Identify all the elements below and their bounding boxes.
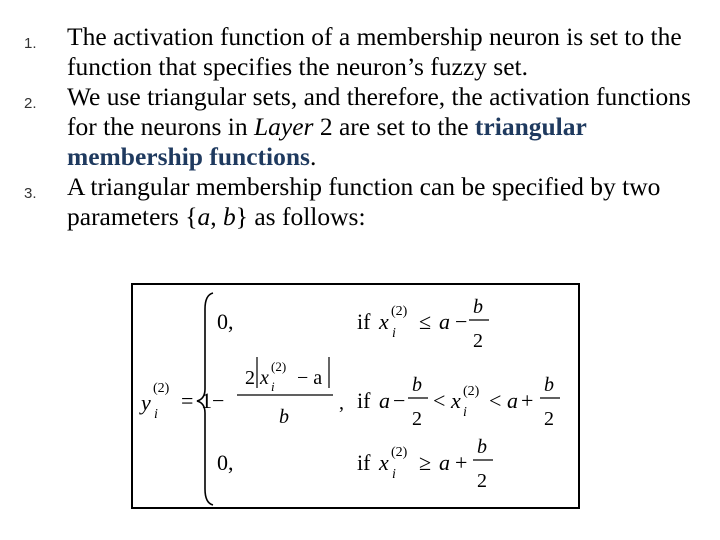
case2-x: x bbox=[260, 367, 269, 389]
case2-sup2: (2) bbox=[463, 384, 480, 399]
param-separator: , bbox=[210, 202, 223, 231]
case2-sub2: i bbox=[463, 405, 467, 420]
case2-sup: (2) bbox=[271, 359, 287, 374]
case2-lt1: < bbox=[433, 388, 446, 413]
case2-a1: a bbox=[379, 388, 390, 413]
membership-formula bbox=[133, 285, 578, 507]
case2-one-minus: 1− bbox=[201, 388, 225, 413]
param-a: a bbox=[197, 202, 211, 231]
case3-x: x bbox=[379, 450, 389, 475]
case2-minus: − bbox=[393, 388, 406, 413]
list-item-3 bbox=[24, 172, 704, 232]
case3-value: 0, bbox=[217, 450, 234, 475]
case2-coef: 2 bbox=[245, 367, 255, 389]
case2-two1: 2 bbox=[412, 408, 422, 430]
case3-two: 2 bbox=[477, 470, 487, 492]
item-text: We use triangular sets, and therefore, the activation functions for the neurons in bbox=[67, 82, 691, 141]
highlight-term: triangular membership functions bbox=[67, 112, 587, 171]
item-text: A triangular membership function can be specified by two parameters { bbox=[67, 172, 661, 231]
lhs-sup: (2) bbox=[153, 381, 170, 396]
case1-minus: − bbox=[455, 309, 468, 334]
case1-sup: (2) bbox=[391, 304, 408, 319]
case1-b: b bbox=[473, 296, 483, 318]
case3-b: b bbox=[477, 436, 487, 458]
case1-value: 0, bbox=[217, 309, 234, 334]
item-text-middle: 2 are set to the bbox=[313, 112, 475, 141]
case2-b1: b bbox=[412, 374, 422, 396]
case2-den: b bbox=[279, 406, 289, 428]
layer-word: Layer bbox=[253, 112, 314, 141]
case1-sub: i bbox=[392, 326, 396, 341]
list-item-1 bbox=[24, 22, 704, 82]
case2-x2: x bbox=[451, 388, 461, 413]
case2-lt2: < bbox=[489, 388, 502, 413]
item-text: The activation function of a membership neuron is set to the function that specifies the neuron’s fuzzy set. bbox=[67, 22, 682, 81]
case2-plus: + bbox=[521, 388, 534, 413]
case2-comma: , bbox=[339, 392, 344, 414]
formula-box bbox=[131, 283, 580, 509]
case1-x: x bbox=[379, 309, 389, 334]
case2-if: if bbox=[357, 388, 371, 413]
item-text-end: . bbox=[309, 142, 317, 171]
case1-two: 2 bbox=[473, 330, 483, 352]
case3-geq: ≥ bbox=[419, 450, 432, 475]
case2-b2: b bbox=[544, 374, 554, 396]
param-b: b bbox=[222, 202, 236, 231]
case3-a: a bbox=[439, 450, 450, 475]
case1-leq: ≤ bbox=[419, 309, 432, 334]
list-number: 2. bbox=[24, 95, 37, 112]
lhs-sub: i bbox=[154, 407, 158, 422]
bullet-list bbox=[24, 22, 704, 232]
case3-sub: i bbox=[392, 467, 396, 482]
case2-minus-a: − a bbox=[297, 367, 323, 389]
list-item-2 bbox=[24, 82, 704, 172]
equals-sign: = bbox=[181, 388, 194, 413]
case3-plus: + bbox=[455, 450, 468, 475]
case1-a: a bbox=[439, 309, 450, 334]
case2-sub: i bbox=[271, 379, 275, 394]
list-number: 3. bbox=[24, 185, 37, 202]
case3-sup: (2) bbox=[391, 445, 408, 460]
list-number: 1. bbox=[24, 35, 37, 52]
item-text-end: } as follows: bbox=[235, 202, 366, 231]
case2-a2: a bbox=[507, 388, 518, 413]
lhs-y: y bbox=[141, 390, 151, 415]
case3-if: if bbox=[357, 450, 371, 475]
case1-if: if bbox=[357, 309, 371, 334]
case2-two2: 2 bbox=[544, 408, 554, 430]
